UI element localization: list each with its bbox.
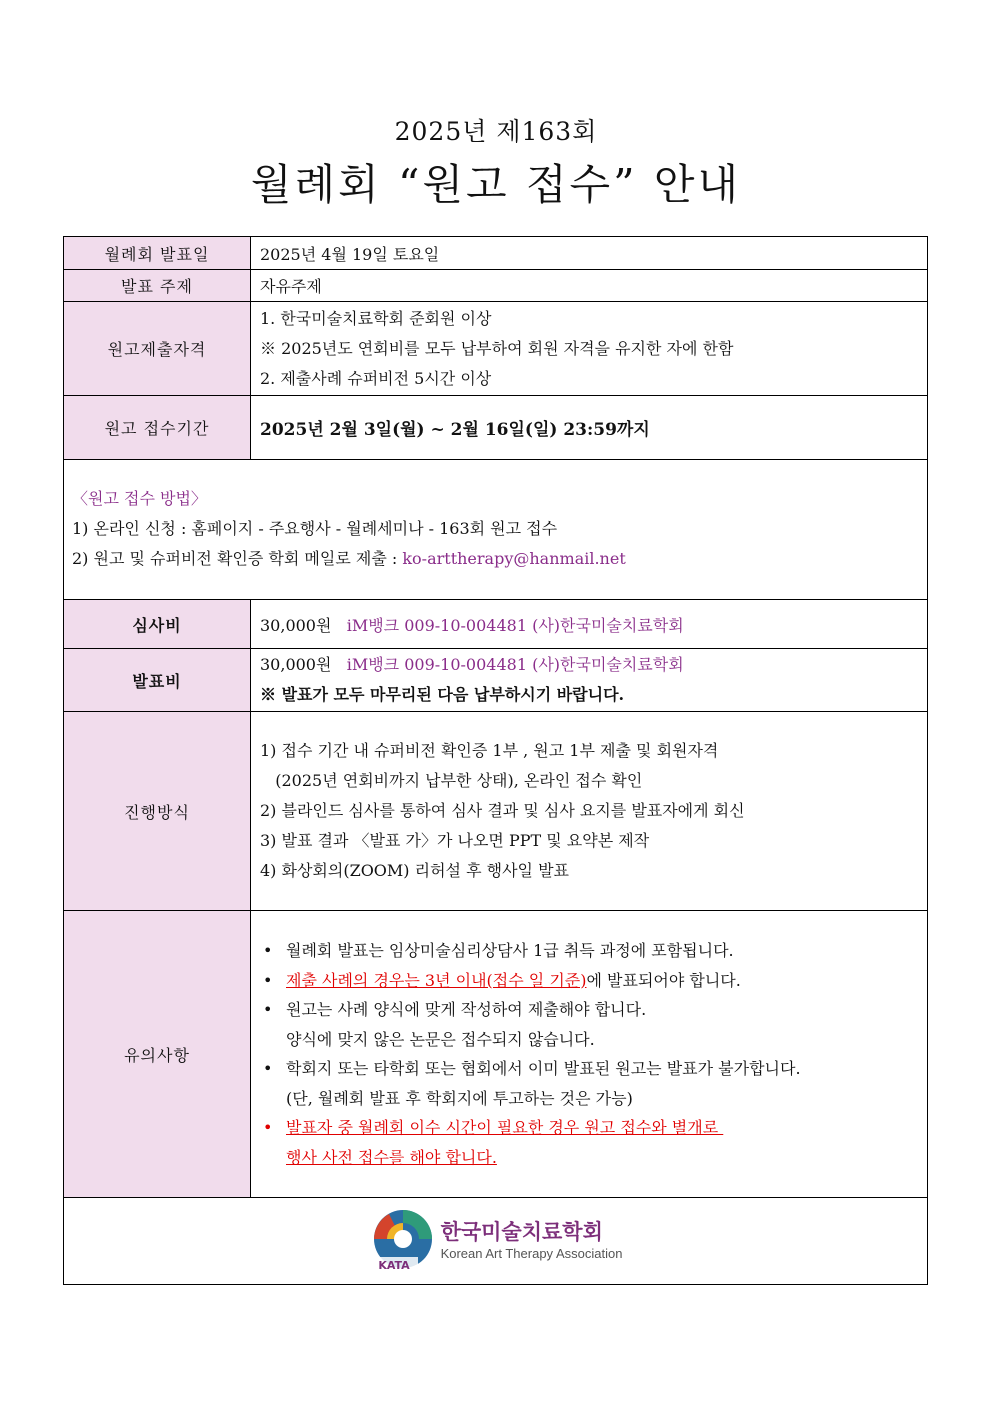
logo-korean-name: 한국미술치료학회	[440, 1220, 603, 1244]
page-subtitle: 2025년 제163회	[394, 117, 598, 146]
row-date	[64, 237, 928, 270]
row-method	[64, 460, 928, 600]
review-fee-amount: 30,000원	[260, 615, 332, 635]
note-item-3	[251, 995, 927, 1025]
bullet-icon: •	[263, 970, 273, 990]
present-fee-amount: 30,000원	[260, 655, 332, 674]
notes-label: 유의사항	[64, 911, 251, 1198]
bullet-icon: •	[263, 1059, 273, 1078]
qualification-label: 원고제출자격	[64, 302, 251, 396]
process-value	[251, 712, 928, 911]
process-line-5: 4) 화상회의(ZOOM) 리허설 후 행사일 발표	[260, 861, 569, 880]
qualification-line-1: 1. 한국미술치료학회 준회원 이상	[260, 308, 492, 328]
present-fee-value	[251, 649, 928, 712]
present-fee-label: 발표비	[64, 649, 251, 712]
note-item-2	[251, 966, 927, 996]
process-line-2: (2025년 연회비까지 납부한 상태), 온라인 접수 확인	[260, 771, 643, 790]
info-table	[63, 236, 928, 1285]
review-fee-account: iM뱅크 009-10-004481 (사)한국미술치료학회	[346, 615, 684, 635]
email-link[interactable]: ko-arttherapy@hanmail.net	[402, 548, 626, 568]
logo-english-name: Korean Art Therapy Association	[440, 1246, 623, 1261]
notes-value	[251, 911, 928, 1198]
row-topic	[64, 270, 928, 302]
present-fee-line	[260, 650, 927, 680]
bullet-icon: •	[263, 1000, 273, 1019]
logo-mark-text: KATA	[377, 1259, 410, 1272]
process-line-1: 1) 접수 기간 내 슈퍼비전 확인증 1부 , 원고 1부 제출 및 회원자격	[260, 741, 719, 760]
row-review-fee	[64, 600, 928, 649]
note-item-5	[251, 1113, 927, 1143]
period-label: 원고 접수기간	[64, 396, 251, 460]
row-qualification	[64, 302, 928, 396]
kata-logo-mark-icon	[369, 1207, 435, 1275]
period-value: 2025년 2월 3일(월) ~ 2월 16일(일) 23:59까지	[251, 396, 928, 460]
method-cell	[64, 460, 928, 600]
method-line-2	[72, 544, 927, 574]
review-fee-value	[251, 600, 928, 649]
note-item-5-text: 발표자 중 월례회 이수 시간이 필요한 경우 원고 접수와 별개로	[286, 1118, 724, 1137]
logo-cell	[64, 1198, 928, 1285]
logo	[64, 1198, 927, 1284]
method-line-2-text: 2) 원고 및 슈퍼비전 확인증 학회 메일로 제출 :	[72, 548, 403, 568]
process-line-3: 2) 블라인드 심사를 통하여 심사 결과 및 심사 요지를 발표자에게 회신	[260, 801, 745, 820]
process-label: 진행방식	[64, 712, 251, 911]
present-fee-account: iM뱅크 009-10-004481 (사)한국미술치료학회	[346, 655, 684, 674]
note-item-2-text: 에 발표되어야 합니다.	[586, 970, 741, 990]
process-line-4: 3) 발표 결과 〈발표 가〉가 나오면 PPT 및 요약본 제작	[260, 831, 650, 850]
note-item-2-highlight: 제출 사례의 경우는 3년 이내(접수 일 기준)	[286, 970, 587, 990]
qualification-value	[251, 302, 928, 396]
note-item-3-continuation: 양식에 맞지 않은 논문은 접수되지 않습니다.	[286, 1029, 595, 1049]
qualification-line-2: ※ 2025년도 연회비를 모두 납부하여 회원 자격을 유지한 자에 한함	[260, 338, 734, 358]
present-fee-note: ※ 발표가 모두 마무리된 다음 납부하시기 바랍니다.	[260, 685, 625, 704]
page-title: 월례회 “원고 접수” 안내	[250, 160, 742, 209]
topic-label: 발표 주제	[64, 270, 251, 302]
row-present-fee	[64, 649, 928, 712]
date-label: 월례회 발표일	[64, 237, 251, 270]
date-value: 2025년 4월 19일 토요일	[251, 237, 928, 270]
logo-text	[441, 1219, 623, 1263]
bullet-icon: •	[263, 1118, 273, 1137]
method-line-1: 1) 온라인 신청 : 홈페이지 - 주요행사 - 월례세미나 - 163회 원고 접수	[72, 518, 558, 538]
row-period	[64, 396, 928, 460]
note-item-4-text: 학회지 또는 타학회 또는 협회에서 이미 발표된 원고는 발표가 불가합니다.	[286, 1059, 801, 1078]
row-notes	[64, 911, 928, 1198]
bullet-icon: •	[263, 941, 273, 960]
row-process	[64, 712, 928, 911]
note-item-4-continuation: (단, 월례회 발표 후 학회지에 투고하는 것은 가능)	[286, 1088, 633, 1108]
note-item-1	[251, 936, 927, 966]
qualification-line-3: 2. 제출사례 슈퍼비전 5시간 이상	[260, 368, 492, 388]
review-fee-label: 심사비	[64, 600, 251, 649]
topic-value: 자유주제	[251, 270, 928, 302]
note-item-3-text: 원고는 사례 양식에 맞게 작성하여 제출해야 합니다.	[286, 1000, 647, 1019]
note-item-1-text: 월례회 발표는 임상미술심리상담사 1급 취득 과정에 포함됩니다.	[286, 941, 734, 960]
note-item-5-continuation: 행사 사전 접수를 해야 합니다.	[286, 1147, 497, 1167]
row-logo	[64, 1198, 928, 1285]
method-heading: 〈원고 접수 방법〉	[72, 488, 207, 508]
note-item-4	[251, 1054, 927, 1084]
